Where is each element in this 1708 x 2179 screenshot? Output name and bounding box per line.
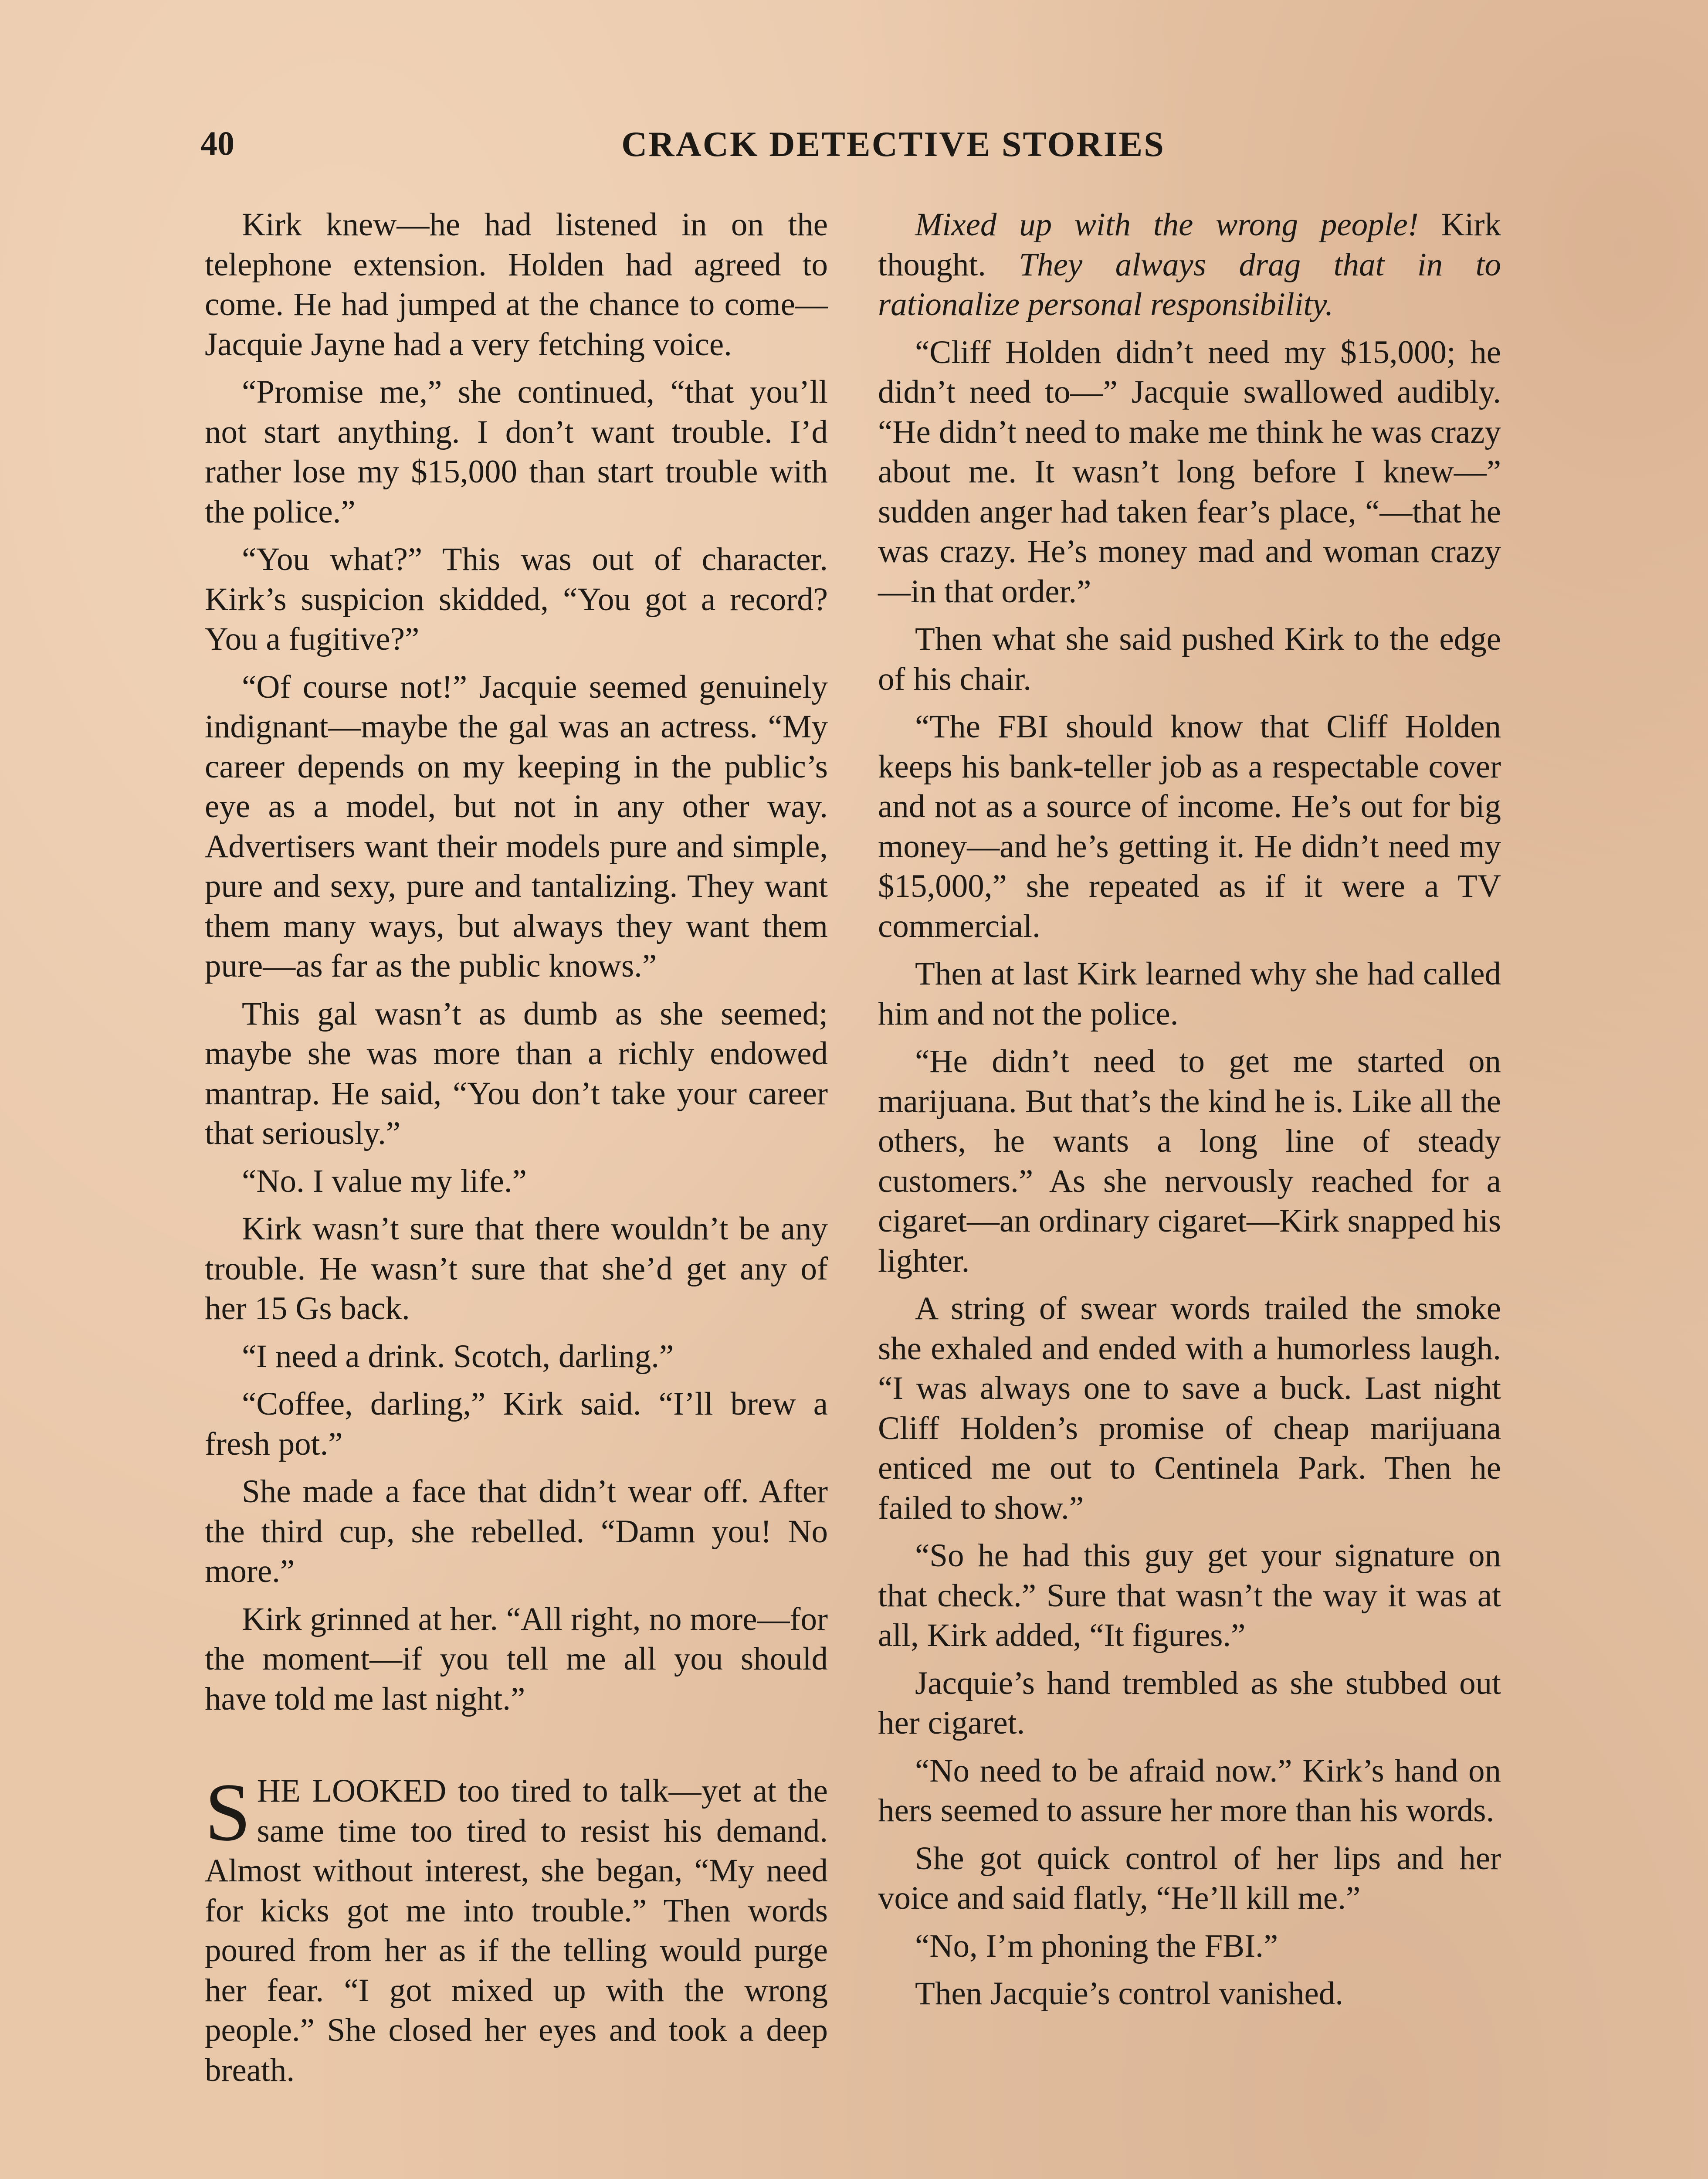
paragraph: “He didn’t need to get me started on marijuana. But that’s the kind he is. Like all the others, he wants a long line of steady customers.” As she nervously reached for a cigaret—an ordinary cigaret—Kirk snapped his lighter.	[878, 1043, 1501, 1279]
paragraph: “Coffee, darling,” Kirk said. “I’ll brew a fresh pot.”	[205, 1386, 828, 1462]
paragraph: “No need to be afraid now.” Kirk’s hand on hers seemed to assure her more than his words.	[878, 1752, 1501, 1829]
section-text: too tired to talk—yet at the same time too tired to resist his demand. Almost without interest, she began, “My need for kicks got me into trouble.” Then words poured from her as if the telling would purge her fear. “I got mixed up with the wrong people.” She closed her eyes and took a deep breath.	[205, 1773, 828, 2088]
paragraph: Then what she said pushed Kirk to the edge of his chair.	[878, 621, 1501, 697]
paragraph: Kirk wasn’t sure that there wouldn’t be any trouble. He wasn’t sure that she’d get any of her 15 Gs back.	[205, 1211, 828, 1327]
italic-thought: Mixed up with the wrong people!	[915, 207, 1419, 243]
paragraph: This gal wasn’t as dumb as she seemed; maybe she was more than a richly endowed mantrap. He said, “You don’t take your career that seriously.”	[205, 995, 828, 1151]
paragraph: “The FBI should know that Cliff Holden keeps his bank-teller job as a respectable cover and not as a source of income. He’s out for big money—and he’s getting it. He didn’t need my $15,000,” she repeated as if it were a TV commercial.	[878, 709, 1501, 944]
paragraph: “I need a drink. Scotch, darling.”	[242, 1338, 674, 1375]
paragraph: Then at last Kirk learned why she had called him and not the police.	[878, 956, 1501, 1032]
page-number: 40	[200, 124, 234, 162]
italic-thought: They always drag that in to rationalize personal responsibility.	[878, 246, 1501, 322]
left-column	[205, 205, 828, 2098]
paragraph: “Promise me,” she continued, “that you’ll not start anything. I don’t want trouble. I’d rather lose my $15,000 than start trouble with the police.”	[205, 374, 828, 530]
paragraph: “No, I’m phoning the FBI.”	[915, 1928, 1278, 1964]
right-column	[878, 205, 1501, 2022]
opening-text: Kirk thought.	[878, 207, 1501, 283]
paragraph: “Cliff Holden didn’t need my $15,000; he didn’t need to—” Jacquie swallowed audibly. “He didn’t need to make me think he was crazy about me. It wasn’t long before I knew—” sudden anger had taken fear’s place, “—that he was crazy. He’s money mad and woman crazy—in that order.”	[878, 334, 1501, 610]
section-opening-paragraph	[205, 1767, 828, 2090]
paragraph: “You what?” This was out of character. Kirk’s suspicion skidded, “You got a record? You a fugitive?”	[205, 541, 828, 657]
paragraph: A string of swear words trailed the smoke she exhaled and ended with a humorless laugh. “I was always one to save a buck. Last night Cliff Holden’s promise of cheap marijuana enticed me out to Centinela Park. Then he failed to show.”	[878, 1290, 1501, 1526]
paragraph: She got quick control of her lips and her voice and said flatly, “He’ll kill me.”	[878, 1840, 1501, 1916]
paragraph: “No. I value my life.”	[242, 1163, 527, 1199]
drop-cap: S	[205, 1767, 251, 1858]
section-lead-in: HE LOOKED	[257, 1773, 447, 1809]
paragraph: She made a face that didn’t wear off. After the third cup, she rebelled. “Damn you! No more.”	[205, 1473, 828, 1589]
opening-paragraph	[878, 205, 1501, 325]
paragraph: Jacquie’s hand trembled as she stubbed out her cigaret.	[878, 1665, 1501, 1741]
paragraph: “Of course not!” Jacquie seemed genuinely indignant—maybe the gal was an actress. “My career depends on my keeping in the public’s eye as a model, but not in any other way. Advertisers want their models pure and simple, pure and sexy, pure and tantalizing. They want them many ways, but always they want them pure—as far as the public knows.”	[205, 669, 828, 984]
paragraph: Then Jacquie’s control vanished.	[915, 1975, 1344, 2012]
paragraph: Kirk grinned at her. “All right, no more—for the moment—if you tell me all you should have told me last night.”	[205, 1601, 828, 1717]
running-head: CRACK DETECTIVE STORIES	[621, 124, 1165, 164]
paragraph: Kirk knew—he had listened in on the telephone extension. Holden had agreed to come. He had jumped at the chance to come—Jacquie Jayne had a very fetching voice.	[205, 207, 828, 363]
paragraph: “So he had this guy get your signature on that check.” Sure that wasn’t the way it was at all, Kirk added, “It figures.”	[878, 1538, 1501, 1653]
